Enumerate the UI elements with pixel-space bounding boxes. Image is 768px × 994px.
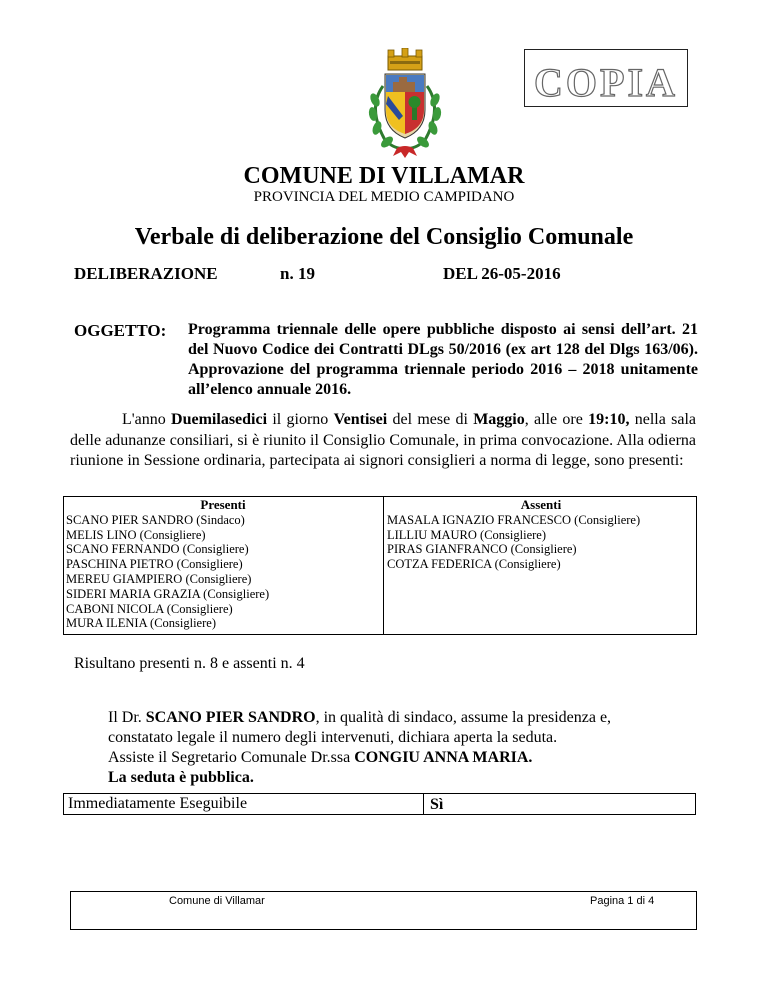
presenti-item: SCANO PIER SANDRO (Sindaco) — [66, 512, 245, 527]
oggetto-label: OGGETTO: — [74, 321, 167, 340]
intro-mese: Maggio — [473, 411, 525, 428]
intro-paragraph — [70, 410, 696, 472]
intro-text: L'anno — [122, 411, 172, 428]
intro-text: nella sala delle adunanze consiliari, si è riunito il Consiglio Comunale, in prima convocazione. Alla odierna riunione in Sessione ordinaria, partecipata ai signori consiglieri a norma di legge, sono presenti: — [70, 411, 696, 469]
municipality-title: COMUNE DI VILLAMAR — [243, 163, 525, 189]
coat-of-arms-icon — [355, 48, 455, 160]
copia-stamp — [524, 49, 688, 107]
assenti-item: LILLIU MAURO (Consigliere) — [387, 527, 546, 542]
immediata-label: Immediatamente Eseguibile — [68, 795, 248, 812]
presenti-item: SCANO FERNANDO (Consigliere) — [66, 542, 249, 557]
presenti-item: MELIS LINO (Consigliere) — [66, 527, 206, 542]
deliberazione-label: DELIBERAZIONE — [74, 264, 218, 283]
intro-ora: 19:10, — [588, 411, 630, 428]
footer-municipality: Comune di Villamar — [169, 895, 265, 907]
presenti-item: CABONI NICOLA (Consigliere) — [66, 601, 233, 616]
immediata-value: Sì — [430, 796, 444, 813]
presenti-item: SIDERI MARIA GRAZIA (Consigliere) — [66, 586, 270, 601]
attendance-table — [63, 496, 697, 635]
assenti-item: COTZA FEDERICA (Consigliere) — [387, 557, 561, 572]
presidente-name: SCANO PIER SANDRO — [145, 709, 316, 726]
deliberazione-number: n. 19 — [280, 264, 315, 283]
document-title: Verbale di deliberazione del Consiglio Comunale — [134, 224, 634, 250]
oggetto-text: Programma triennale delle opere pubbliche disposto ai sensi dell’art. 21 del Nuovo Codice dei Contratti DLgs 50/2016 (ex art 128 del Dlgs 163/06). Approvazione del programma triennale periodo 2016 – 2018 unitamente all’elenco annuale 2016. — [188, 321, 698, 398]
segretario-name: CONGIU ANNA MARIA. — [354, 749, 533, 766]
presidenza-text: , in qualità di sindaco, assume la presidenza e, constatato legale il numero degli intervenuti, dichiara aperta la seduta. — [108, 709, 612, 746]
deliberazione-date: DEL 26-05-2016 — [443, 264, 561, 283]
intro-giorno: Ventisei — [333, 411, 388, 428]
attendance-divider — [383, 497, 384, 634]
presenti-header: Presenti — [200, 497, 246, 512]
attendance-summary: Risultano presenti n. 8 e assenti n. 4 — [74, 655, 305, 672]
segretario-line — [108, 748, 668, 768]
presenti-item: PASCHINA PIETRO (Consigliere) — [66, 557, 243, 572]
assenti-column — [387, 498, 695, 572]
assenti-header: Assenti — [520, 497, 562, 512]
intro-text: del mese di — [387, 411, 474, 428]
immediata-divider — [423, 794, 424, 814]
intro-anno: Duemilasedici — [171, 411, 268, 428]
assenti-item: MASALA IGNAZIO FRANCESCO (Consigliere) — [387, 512, 641, 527]
presidenza-paragraph — [108, 708, 668, 788]
assenti-item: PIRAS GIANFRANCO (Consigliere) — [387, 542, 577, 557]
copia-stamp-text: COPIA — [534, 60, 678, 105]
intro-text: , alle ore — [524, 411, 589, 428]
presidenza-line — [108, 708, 668, 748]
footer-page-number: Pagina 1 di 4 — [590, 895, 655, 907]
page-footer — [70, 891, 697, 930]
seduta-pubblica: La seduta è pubblica. — [108, 769, 254, 786]
immediata-esecuzione-table — [63, 793, 696, 815]
intro-text: il giorno — [267, 411, 334, 428]
presenti-item: MURA ILENIA (Consigliere) — [66, 616, 216, 631]
presenti-item: MEREU GIAMPIERO (Consigliere) — [66, 571, 252, 586]
presidenza-text: Il Dr. — [108, 709, 146, 726]
segretario-text: Assiste il Segretario Comunale Dr.ssa — [108, 749, 355, 766]
presenti-column — [66, 498, 380, 631]
province-subtitle: PROVINCIA DEL MEDIO CAMPIDANO — [253, 189, 515, 205]
